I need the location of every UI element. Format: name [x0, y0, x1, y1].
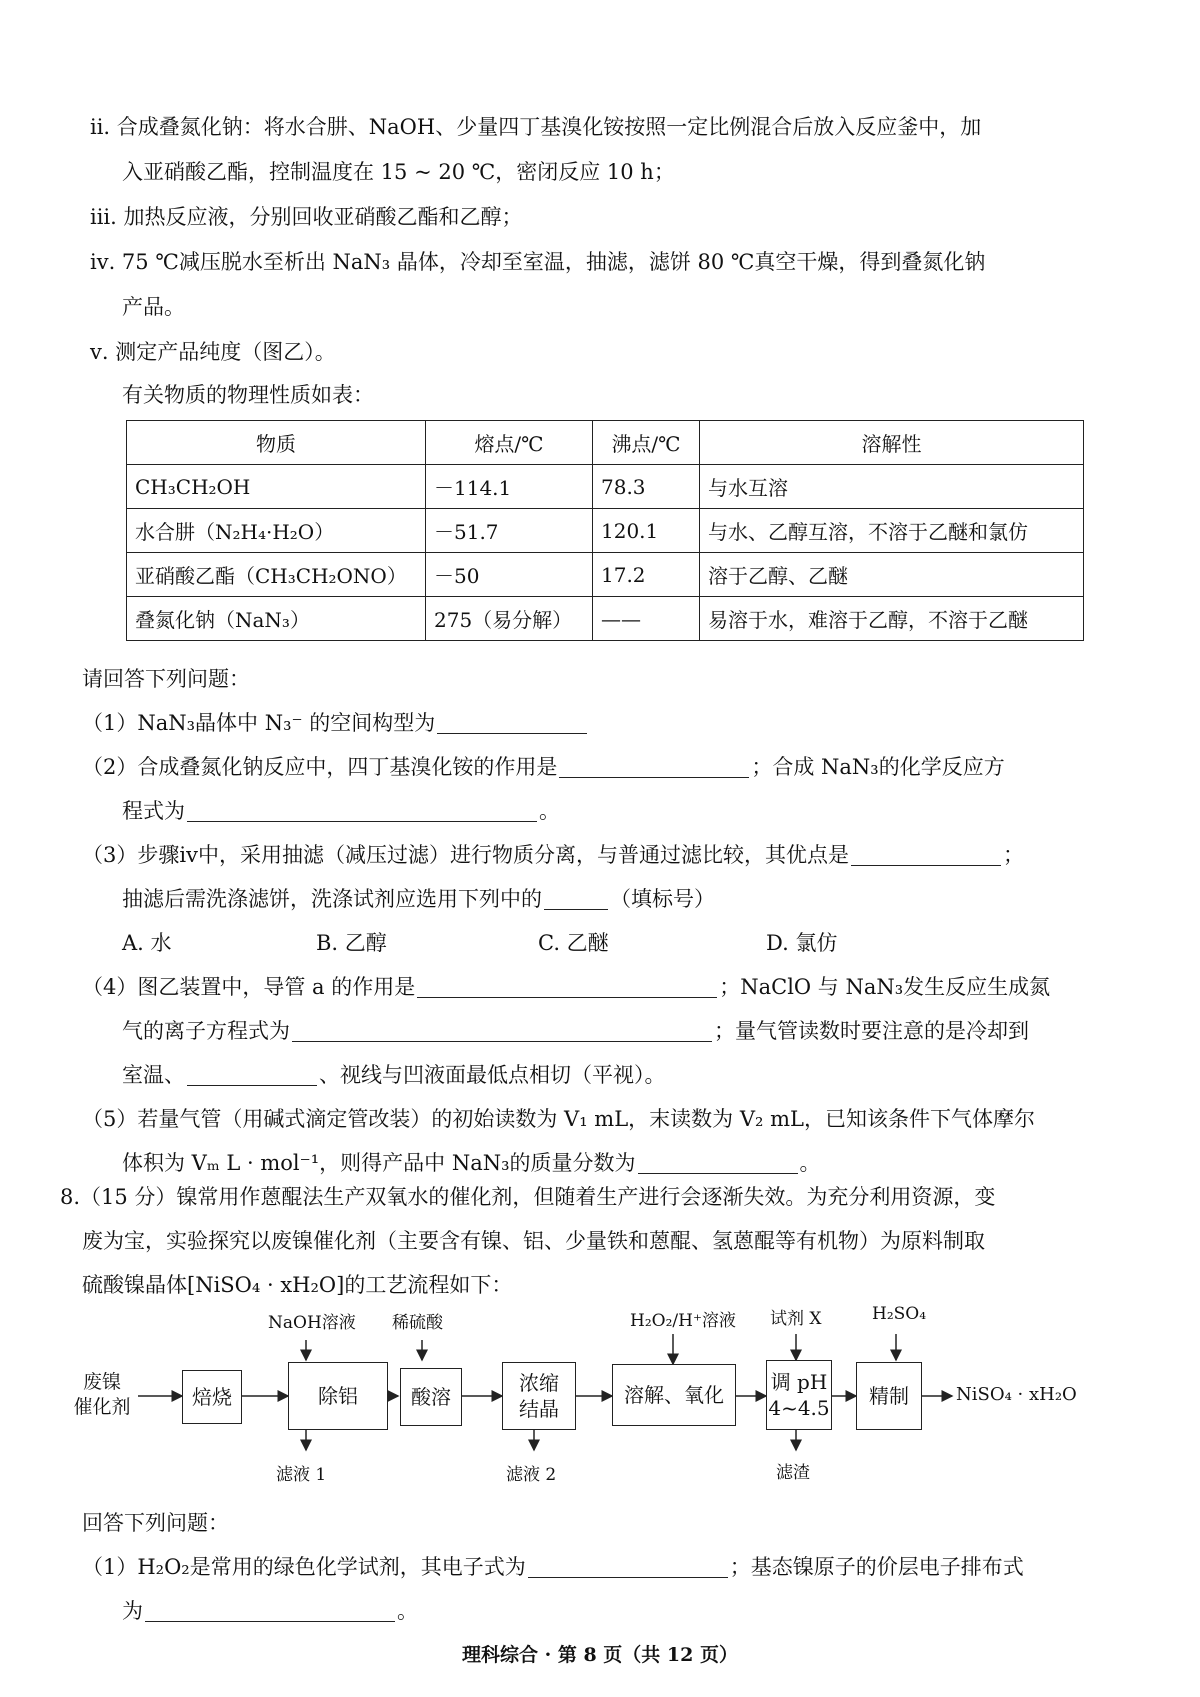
q5-text-b: 体积为 Vₘ L · mol⁻¹，则得产品中 NaN₃的质量分数为 [122, 1151, 636, 1175]
q4-answer-blank-3[interactable] [187, 1063, 317, 1086]
box-refine: 精制 [856, 1362, 922, 1430]
q3-option-c: C. 乙醚 [538, 931, 609, 955]
question-2-line1 [82, 752, 1005, 782]
a1-text-b: ；基态镍原子的价层电子排布式 [729, 1555, 1024, 1579]
th-boiling: 沸点/℃ [593, 421, 700, 465]
cell: 易溶于水，难溶于乙醇，不溶于乙醚 [700, 597, 1084, 641]
q2-text-c: 程式为 [122, 799, 185, 823]
q2-answer-blank-2[interactable] [187, 799, 537, 822]
cell: —— [593, 597, 700, 641]
step-iii: ⅲ. 加热反应液，分别回收亚硝酸乙酯和乙醇； [90, 205, 523, 229]
answer-intro: 回答下列问题： [82, 1511, 229, 1535]
q3-answer-blank-2[interactable] [544, 887, 608, 910]
input-x-label: 试剂 X [770, 1309, 822, 1329]
q2-text-a: （2）合成叠氮化钠反应中，四丁基溴化铵的作用是 [82, 755, 558, 779]
question-3-line2 [122, 884, 715, 914]
question-4-line2 [122, 1016, 1029, 1046]
box-dissolve-oxidize: 溶解、氧化 [612, 1364, 736, 1426]
q3-option-d: D. 氯仿 [766, 931, 838, 955]
a1-text-a: （1）H₂O₂是常用的绿色化学试剂，其电子式为 [82, 1555, 526, 1579]
table-intro: 有关物质的物理性质如表： [122, 383, 374, 407]
q8-line3: 硫酸镍晶体[NiSO₄ · xH₂O]的工艺流程如下： [82, 1273, 513, 1297]
cell: 叠氮化钠（NaN₃） [127, 597, 426, 641]
input-h2so4-label: H₂SO₄ [872, 1304, 927, 1324]
q2-text-b: ；合成 NaN₃的化学反应方 [751, 755, 1005, 779]
box-acid-dissolve: 酸溶 [400, 1368, 462, 1426]
step-ii-line1: ⅱ. 合成叠氮化钠：将水合肼、NaOH、少量四丁基溴化铵按照一定比例混合后放入反应釜中，加 [90, 115, 982, 139]
input-naoh-label: NaOH溶液 [268, 1313, 356, 1333]
th-melting: 熔点/℃ [426, 421, 593, 465]
flow-start-label: 废镍 催化剂 [73, 1371, 131, 1418]
cell: －51.7 [426, 509, 593, 553]
q8-line2: 废为宝，实验探究以废镍催化剂（主要含有镍、铝、少量铁和蒽醌、氢蒽醌等有机物）为原料制取 [82, 1229, 985, 1253]
table-row [127, 509, 1084, 553]
step-iv-line1: ⅳ. 75 ℃减压脱水至析出 NaN₃ 晶体，冷却至室温，抽滤，滤饼 80 ℃真空干燥，得到叠氮化钠 [90, 250, 986, 274]
question-1 [82, 708, 589, 738]
table-header-row [127, 421, 1084, 465]
q4-text-f: 、视线与凹液面最低点相切（平视）。 [319, 1063, 666, 1087]
q4-text-d: ；量气管读数时要注意的是冷却到 [714, 1019, 1029, 1043]
a1-text-d: 。 [397, 1599, 418, 1623]
q5-text-c: 。 [799, 1151, 821, 1175]
q3-text-b: ； [1002, 843, 1024, 867]
q2-answer-blank-1[interactable] [559, 755, 749, 778]
cell: 与水互溶 [700, 465, 1084, 509]
box-remove-al: 除铝 [288, 1362, 388, 1430]
cell: 78.3 [593, 465, 700, 509]
table-row [127, 465, 1084, 509]
process-flow-diagram [70, 1300, 1130, 1490]
step-iv-line2: 产品。 [122, 295, 185, 319]
question-5-line1: （5）若量气管（用碱式滴定管改装）的初始读数为 V₁ mL，末读数为 V₂ mL，已知该条件下气体摩尔 [82, 1107, 1035, 1131]
th-solubility: 溶解性 [700, 421, 1084, 465]
q1-text: （1）NaN₃晶体中 N₃⁻ 的空间构型为 [82, 711, 436, 735]
q4-text-a: （4）图乙装置中，导管 a 的作用是 [82, 975, 416, 999]
step-ii-line2: 入亚硝酸乙酯，控制温度在 15 ~ 20 ℃，密闭反应 10 h； [122, 160, 675, 184]
cell: CH₃CH₂OH [127, 465, 426, 509]
q2-text-d: 。 [539, 799, 560, 823]
q1-answer-blank[interactable] [437, 711, 587, 734]
cell: －114.1 [426, 465, 593, 509]
step-v: ⅴ. 测定产品纯度（图乙）。 [90, 340, 336, 364]
questions-intro: 请回答下列问题： [82, 667, 250, 691]
cell: 水合肼（N₂H₄·H₂O） [127, 509, 426, 553]
question-3-line1 [82, 840, 1024, 870]
question-2-line2 [122, 796, 560, 826]
th-substance: 物质 [127, 421, 426, 465]
page-footer: 理科综合 · 第 8 页（共 12 页） [462, 1644, 738, 1666]
a1-answer-blank-1[interactable] [528, 1555, 728, 1578]
output-filtrate1-label: 滤液 1 [276, 1465, 327, 1485]
output-residue-label: 滤渣 [776, 1463, 810, 1483]
question-4-line3 [122, 1060, 666, 1090]
q3-option-a: A. 水 [122, 931, 172, 955]
box-adjust-ph: 调 pH 4~4.5 [766, 1360, 832, 1430]
q8-line1: 8.（15 分）镍常用作蒽醌法生产双氧水的催化剂，但随着生产进行会逐渐失效。为充分利用资源，变 [60, 1185, 996, 1209]
q4-answer-blank-2[interactable] [292, 1019, 712, 1042]
properties-table [126, 420, 1084, 641]
cell: 溶于乙醇、乙醚 [700, 553, 1084, 597]
box-concentrate: 浓缩 结晶 [502, 1362, 576, 1430]
cell: 亚硝酸乙酯（CH₃CH₂ONO） [127, 553, 426, 597]
q4-text-e: 室温、 [122, 1063, 185, 1087]
output-filtrate2-label: 滤液 2 [506, 1465, 557, 1485]
box-roasting: 焙烧 [182, 1370, 242, 1424]
q3-answer-blank-1[interactable] [851, 843, 1001, 866]
q3-text-c: 抽滤后需洗涤滤饼，洗涤试剂应选用下列中的 [122, 887, 542, 911]
input-h2o2-label: H₂O₂/H⁺溶液 [630, 1311, 736, 1331]
q3-text-d: （填标号） [610, 887, 715, 911]
q4-text-b: ；NaClO 与 NaN₃发生反应生成氮 [719, 975, 1051, 999]
answer-1-line2 [122, 1596, 418, 1626]
question-5-line2 [122, 1148, 821, 1178]
answer-1-line1 [82, 1552, 1024, 1582]
a1-text-c: 为 [122, 1599, 143, 1623]
cell: －50 [426, 553, 593, 597]
a1-answer-blank-2[interactable] [145, 1599, 395, 1622]
cell: 与水、乙醇互溶，不溶于乙醚和氯仿 [700, 509, 1084, 553]
q4-text-c: 气的离子方程式为 [122, 1019, 290, 1043]
cell: 275（易分解） [426, 597, 593, 641]
flow-end-label: NiSO₄ · xH₂O [956, 1384, 1077, 1405]
table-row [127, 553, 1084, 597]
q5-answer-blank[interactable] [638, 1151, 798, 1174]
q4-answer-blank-1[interactable] [417, 975, 717, 998]
q3-text-a: （3）步骤ⅳ中，采用抽滤（减压过滤）进行物质分离，与普通过滤比较，其优点是 [82, 843, 849, 867]
q3-option-b: B. 乙醇 [316, 931, 387, 955]
cell: 120.1 [593, 509, 700, 553]
input-acid-label: 稀硫酸 [392, 1313, 443, 1333]
table-row [127, 597, 1084, 641]
cell: 17.2 [593, 553, 700, 597]
question-4-line1 [82, 972, 1050, 1002]
